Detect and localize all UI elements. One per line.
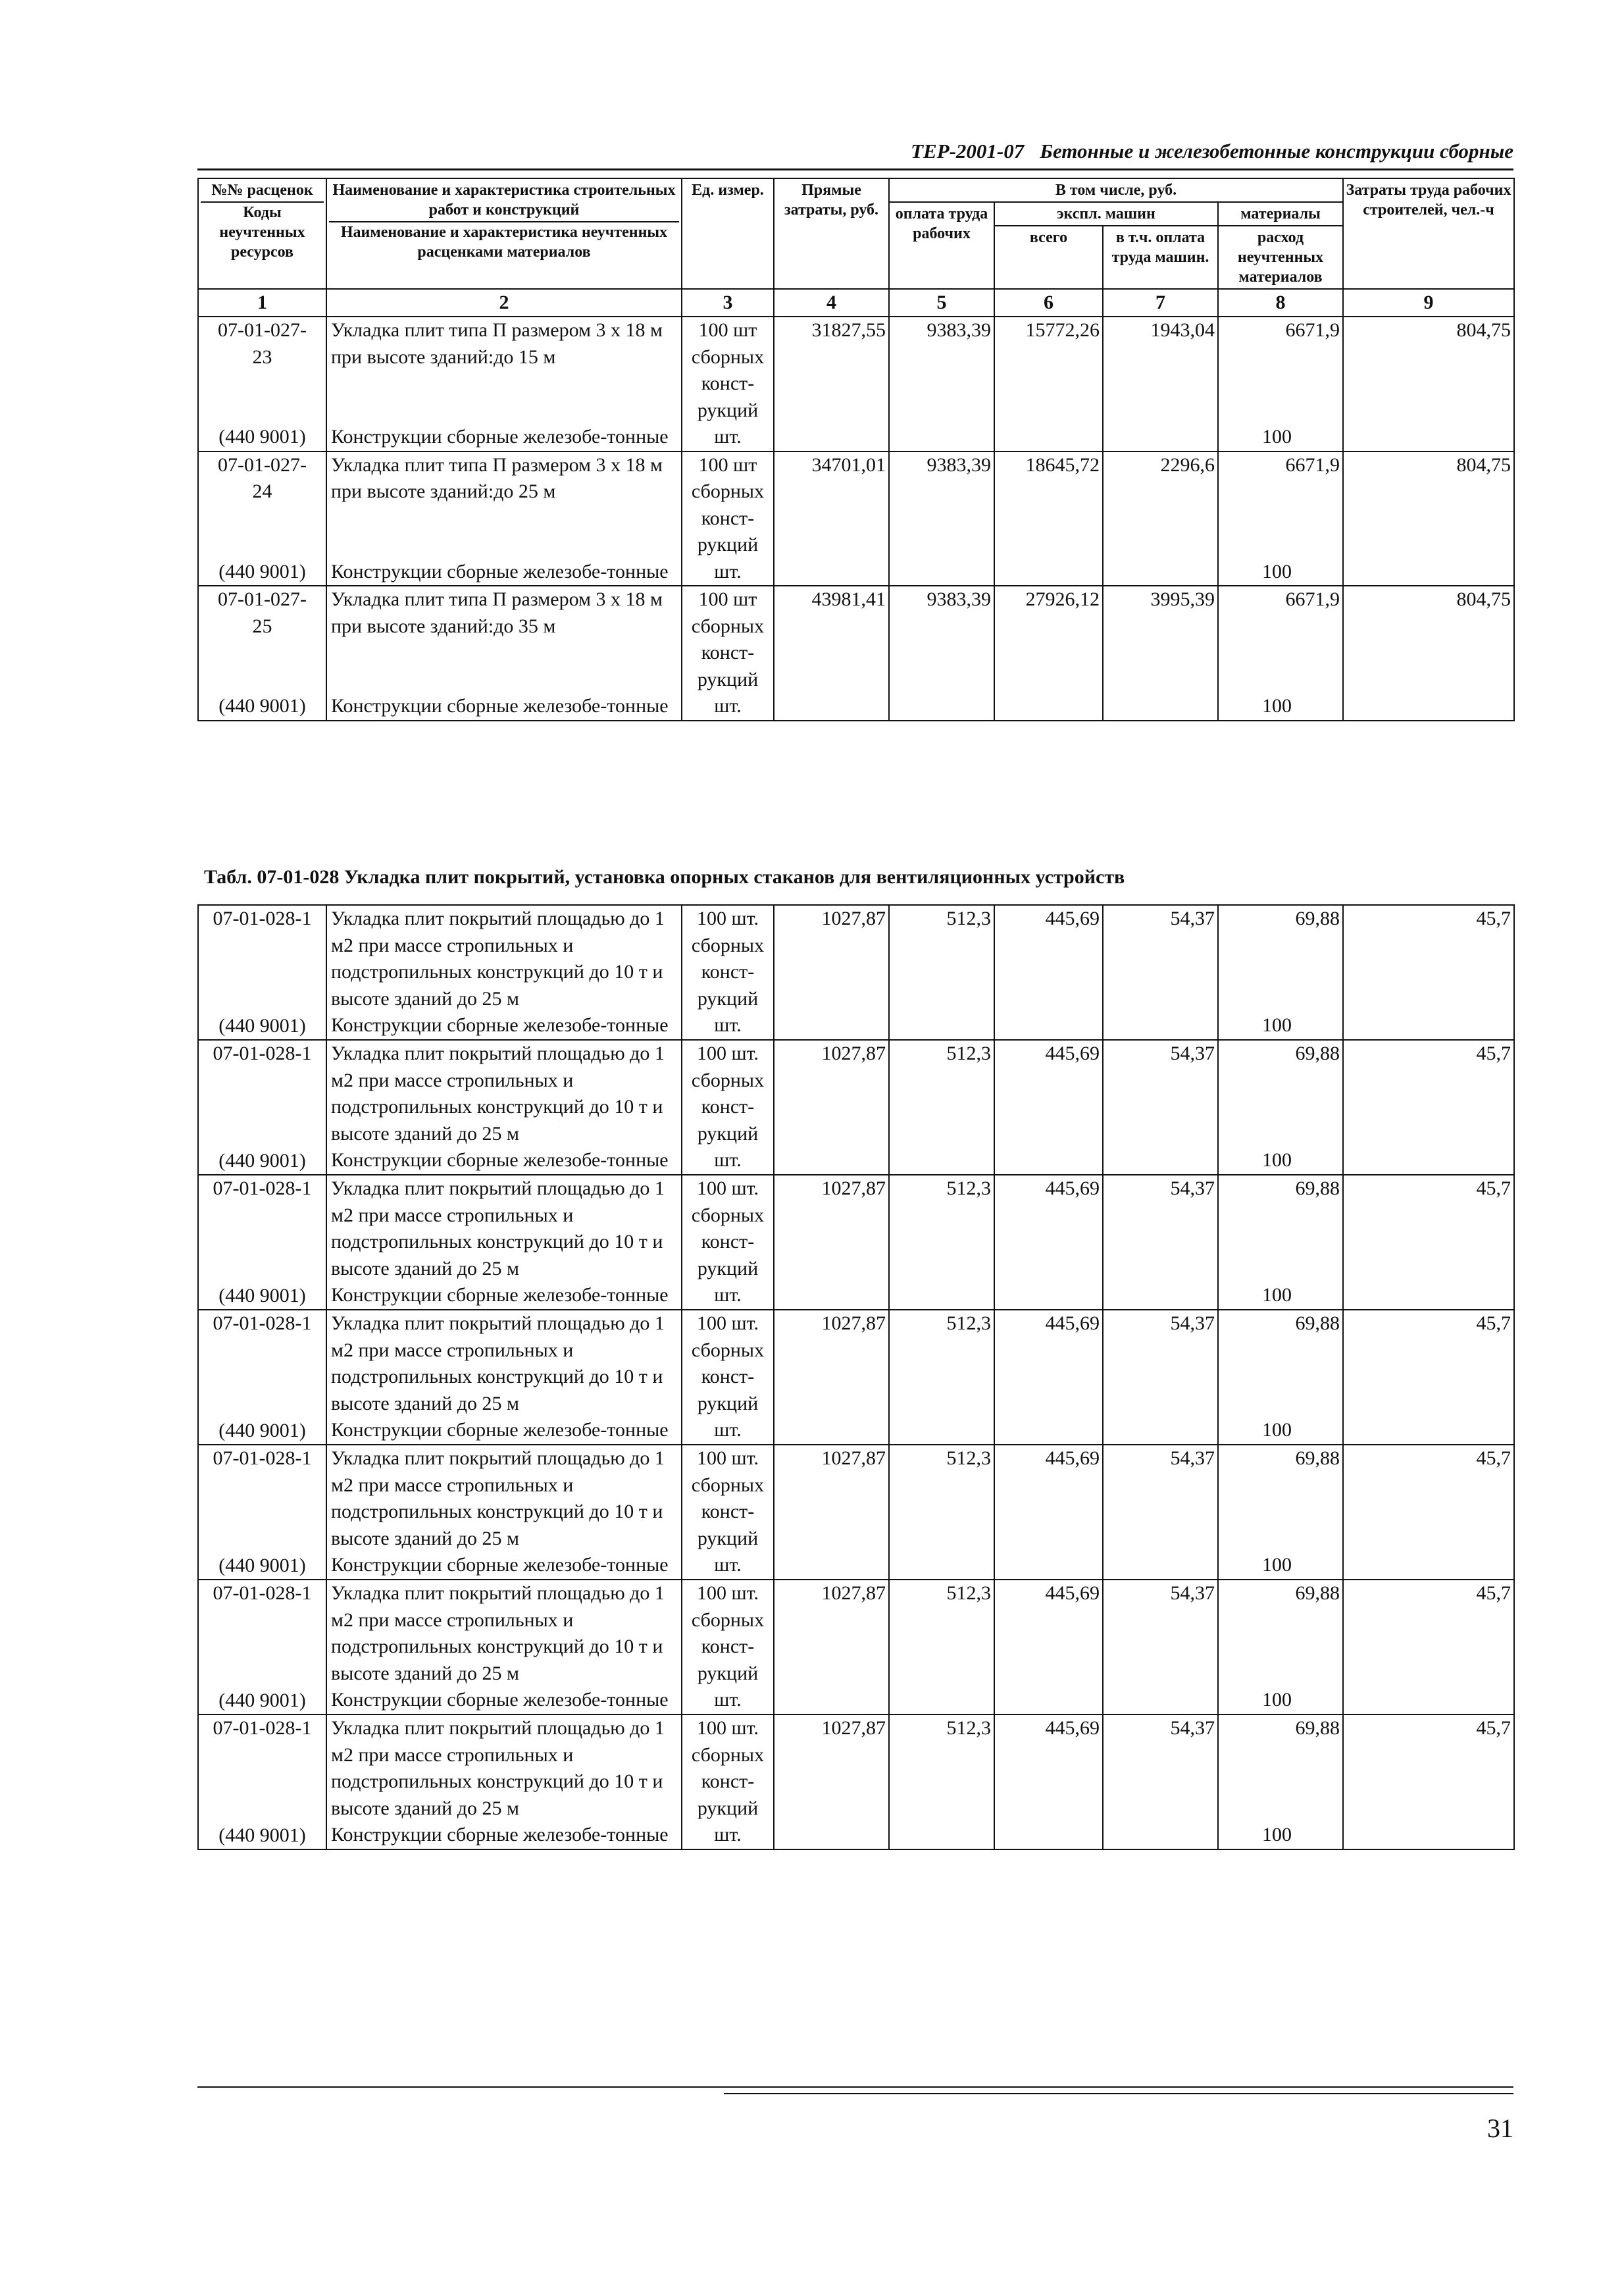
rate-code: 07-01-027- xyxy=(218,588,307,610)
materials-cell xyxy=(1218,586,1343,721)
resource-name: Конструкции сборные железобе-тонные xyxy=(331,1689,669,1711)
resource-qty: 100 xyxy=(1262,695,1292,717)
machines-total: 445,69 xyxy=(994,1445,1103,1580)
resource-code: (440 9001) xyxy=(218,1554,306,1576)
materials-cell xyxy=(1218,1175,1343,1310)
unit: 100 шт. сборных конст-рукций xyxy=(691,1043,765,1145)
machines-total: 445,69 xyxy=(994,1040,1103,1175)
work-name: Укладка плит покрытий площадью до 1 м2 при массе стропильных и подстропильных конструкций до 10 т и высоте зданий до 25 м xyxy=(331,1043,665,1145)
rates-table-2 xyxy=(197,904,1515,1850)
resource-name: Конструкции сборные железобе-тонные xyxy=(331,1284,669,1306)
machines-total: 27926,12 xyxy=(994,586,1103,721)
unit: 100 шт сборных конст-рукций xyxy=(691,453,765,555)
table-row xyxy=(198,1310,1514,1445)
resource-qty: 100 xyxy=(1262,560,1292,582)
rate-code-cell xyxy=(198,317,326,451)
resource-code: (440 9001) xyxy=(218,695,306,717)
wages: 512,3 xyxy=(889,905,994,1040)
rate-code-suffix: 25 xyxy=(252,615,272,637)
work-name-cell xyxy=(326,905,682,1040)
table-2-caption: Табл. 07-01-028 Укладка плит покрытий, установка опорных стаканов для вентиляционных устройств xyxy=(204,866,1125,888)
header-col-2-top: Наименование и характеристика строительных работ и конструкций xyxy=(329,180,679,222)
header-col-1 xyxy=(198,178,326,289)
table-1-body xyxy=(198,317,1514,721)
unit-cell xyxy=(682,317,774,451)
table-row xyxy=(198,586,1514,721)
machines-total: 445,69 xyxy=(994,1580,1103,1715)
unit: 100 шт сборных конст-рукций xyxy=(691,319,765,421)
materials-cell xyxy=(1218,1445,1343,1580)
header-col-2-bottom: Наименование и характеристика неучтенных расценками материалов xyxy=(340,224,668,261)
direct-costs: 1027,87 xyxy=(774,905,889,1040)
rate-code: 07-01-028-1 xyxy=(213,1312,312,1334)
rate-code-cell xyxy=(198,1175,326,1310)
direct-costs: 1027,87 xyxy=(774,1580,889,1715)
unit-cell xyxy=(682,586,774,721)
work-name-cell xyxy=(326,1175,682,1310)
resource-qty: 100 xyxy=(1262,1824,1292,1845)
work-name: Укладка плит покрытий площадью до 1 м2 при массе стропильных и подстропильных конструкций до 10 т и высоте зданий до 25 м xyxy=(331,1177,665,1279)
column-number: 2 xyxy=(326,289,682,317)
unit-cell xyxy=(682,1040,774,1175)
unit-cell xyxy=(682,451,774,586)
labor-cost: 45,7 xyxy=(1343,1445,1514,1580)
rate-code-suffix: 23 xyxy=(252,346,272,368)
rate-code-suffix: 24 xyxy=(252,480,272,502)
column-number: 5 xyxy=(889,289,994,317)
table-row xyxy=(198,905,1514,1040)
resource-name: Конструкции сборные железобе-тонные xyxy=(331,1149,669,1171)
header-rule xyxy=(197,168,1513,170)
resource-unit: шт. xyxy=(714,1149,742,1171)
machines-total: 445,69 xyxy=(994,905,1103,1040)
resource-qty: 100 xyxy=(1262,1689,1292,1711)
machines-wages: 54,37 xyxy=(1103,1175,1218,1310)
resource-name: Конструкции сборные железобе-тонные xyxy=(331,1014,669,1036)
table-row xyxy=(198,451,1514,586)
direct-costs: 1027,87 xyxy=(774,1445,889,1580)
resource-name: Конструкции сборные железобе-тонные xyxy=(331,1419,669,1441)
unit: 100 шт. сборных конст-рукций xyxy=(691,1582,765,1684)
header-col-8: расход неучтенных материалов xyxy=(1218,226,1343,289)
labor-cost: 804,75 xyxy=(1343,451,1514,586)
direct-costs: 43981,41 xyxy=(774,586,889,721)
work-name: Укладка плит покрытий площадью до 1 м2 при массе стропильных и подстропильных конструкций до 10 т и высоте зданий до 25 м xyxy=(331,1717,665,1819)
materials-cost: 69,88 xyxy=(1295,1043,1340,1064)
resource-unit: шт. xyxy=(714,1554,742,1576)
resource-code: (440 9001) xyxy=(218,426,306,448)
work-name-cell xyxy=(326,1580,682,1715)
column-number: 8 xyxy=(1218,289,1343,317)
rate-code: 07-01-028-1 xyxy=(213,1717,312,1739)
rate-code-cell xyxy=(198,1715,326,1849)
rate-code: 07-01-027- xyxy=(218,453,307,476)
rate-code-cell xyxy=(198,1580,326,1715)
column-number: 3 xyxy=(682,289,774,317)
machines-wages: 54,37 xyxy=(1103,1715,1218,1849)
unit: 100 шт. сборных конст-рукций xyxy=(691,908,765,1010)
materials-cost: 69,88 xyxy=(1295,1447,1340,1469)
rate-code-cell xyxy=(198,905,326,1040)
column-number: 9 xyxy=(1343,289,1514,317)
resource-code: (440 9001) xyxy=(218,1284,306,1306)
rate-code-cell xyxy=(198,451,326,586)
resource-unit: шт. xyxy=(714,1824,742,1845)
header-col-2 xyxy=(326,178,682,289)
direct-costs: 31827,55 xyxy=(774,317,889,451)
resource-name: Конструкции сборные железобе-тонные xyxy=(331,560,669,582)
machines-wages: 3995,39 xyxy=(1103,586,1218,721)
labor-cost: 804,75 xyxy=(1343,586,1514,721)
work-name-cell xyxy=(326,1040,682,1175)
column-numbers-row xyxy=(198,289,1514,317)
work-name: Укладка плит покрытий площадью до 1 м2 при массе стропильных и подстропильных конструкций до 10 т и высоте зданий до 25 м xyxy=(331,908,665,1010)
wages: 512,3 xyxy=(889,1310,994,1445)
machines-wages: 1943,04 xyxy=(1103,317,1218,451)
unit-cell xyxy=(682,905,774,1040)
resource-unit: шт. xyxy=(714,1689,742,1711)
resource-unit: шт. xyxy=(714,1014,742,1036)
column-number: 6 xyxy=(994,289,1103,317)
materials-cost: 69,88 xyxy=(1295,1177,1340,1199)
wages: 512,3 xyxy=(889,1715,994,1849)
labor-cost: 804,75 xyxy=(1343,317,1514,451)
labor-cost: 45,7 xyxy=(1343,1715,1514,1849)
header-col-7: в т.ч. оплата труда машин. xyxy=(1103,226,1218,289)
wages: 9383,39 xyxy=(889,317,994,451)
resource-unit: шт. xyxy=(714,695,742,717)
work-name: Укладка плит покрытий площадью до 1 м2 при массе стропильных и подстропильных конструкций до 10 т и высоте зданий до 25 м xyxy=(331,1582,665,1684)
work-name-cell xyxy=(326,451,682,586)
materials-cell xyxy=(1218,1040,1343,1175)
machines-wages: 2296,6 xyxy=(1103,451,1218,586)
direct-costs: 1027,87 xyxy=(774,1175,889,1310)
machines-total: 18645,72 xyxy=(994,451,1103,586)
resource-qty: 100 xyxy=(1262,426,1292,448)
header-machines: экспл. машин xyxy=(994,202,1218,226)
table-header xyxy=(198,178,1514,317)
table-row xyxy=(198,1175,1514,1310)
table-row xyxy=(198,1580,1514,1715)
unit: 100 шт. сборных конст-рукций xyxy=(691,1447,765,1549)
machines-total: 445,69 xyxy=(994,1715,1103,1849)
resource-name: Конструкции сборные железобе-тонные xyxy=(331,1824,669,1845)
materials-cell xyxy=(1218,905,1343,1040)
wages: 9383,39 xyxy=(889,586,994,721)
machines-total: 445,69 xyxy=(994,1175,1103,1310)
doc-title: Бетонные и железобетонные конструкции сборные xyxy=(1040,140,1513,163)
resource-qty: 100 xyxy=(1262,1419,1292,1441)
wages: 512,3 xyxy=(889,1580,994,1715)
materials-cost: 6671,9 xyxy=(1285,319,1340,341)
resource-name: Конструкции сборные железобе-тонные xyxy=(331,1554,669,1576)
rate-code: 07-01-027- xyxy=(218,319,307,341)
rate-code: 07-01-028-1 xyxy=(213,1043,312,1064)
unit-cell xyxy=(682,1445,774,1580)
wages: 512,3 xyxy=(889,1445,994,1580)
table-row xyxy=(198,1040,1514,1175)
resource-code: (440 9001) xyxy=(218,560,306,582)
work-name: Укладка плит покрытий площадью до 1 м2 при массе стропильных и подстропильных конструкций до 10 т и высоте зданий до 25 м xyxy=(331,1447,665,1549)
resource-qty: 100 xyxy=(1262,1284,1292,1306)
work-name: Укладка плит типа П размером 3 х 18 м при высоте зданий:до 35 м xyxy=(331,588,663,637)
direct-costs: 34701,01 xyxy=(774,451,889,586)
materials-cell xyxy=(1218,1310,1343,1445)
table-2-body xyxy=(198,905,1514,1849)
header-col-5: оплата труда рабочих xyxy=(889,202,994,289)
header-col-9: Затраты труда рабочих строителей, чел.-ч xyxy=(1343,178,1514,289)
materials-cost: 6671,9 xyxy=(1285,588,1340,610)
resource-name: Конструкции сборные железобе-тонные xyxy=(331,426,669,448)
table-row xyxy=(198,1445,1514,1580)
machines-wages: 54,37 xyxy=(1103,905,1218,1040)
materials-cell xyxy=(1218,1715,1343,1849)
resource-unit: шт. xyxy=(714,1419,742,1441)
work-name-cell xyxy=(326,586,682,721)
materials-cost: 6671,9 xyxy=(1285,453,1340,476)
work-name: Укладка плит типа П размером 3 х 18 м при высоте зданий:до 25 м xyxy=(331,453,663,502)
resource-code: (440 9001) xyxy=(218,1149,306,1172)
rates-table-1 xyxy=(197,178,1515,721)
work-name-cell xyxy=(326,317,682,451)
header-col-3: Ед. измер. xyxy=(682,178,774,289)
resource-unit: шт. xyxy=(714,560,742,582)
header-group: В том числе, руб. xyxy=(889,178,1343,202)
resource-code: (440 9001) xyxy=(218,1824,306,1846)
materials-cost: 69,88 xyxy=(1295,908,1340,929)
resource-name: Конструкции сборные железобе-тонные xyxy=(331,695,669,717)
direct-costs: 1027,87 xyxy=(774,1040,889,1175)
machines-wages: 54,37 xyxy=(1103,1445,1218,1580)
work-name-cell xyxy=(326,1445,682,1580)
resource-qty: 100 xyxy=(1262,1149,1292,1171)
labor-cost: 45,7 xyxy=(1343,1040,1514,1175)
unit: 100 шт. сборных конст-рукций xyxy=(691,1312,765,1414)
header-col-1-bottom: Коды неучтенных ресурсов xyxy=(219,204,305,261)
resource-code: (440 9001) xyxy=(218,1014,306,1037)
header-materials: материалы xyxy=(1218,202,1343,226)
unit-cell xyxy=(682,1175,774,1310)
labor-cost: 45,7 xyxy=(1343,905,1514,1040)
resource-code: (440 9001) xyxy=(218,1419,306,1441)
doc-code: ТЕР-2001-07 xyxy=(911,140,1025,163)
header-col-1-top: №№ расценок xyxy=(201,180,324,203)
unit-cell xyxy=(682,1310,774,1445)
machines-total: 15772,26 xyxy=(994,317,1103,451)
wages: 9383,39 xyxy=(889,451,994,586)
direct-costs: 1027,87 xyxy=(774,1715,889,1849)
labor-cost: 45,7 xyxy=(1343,1310,1514,1445)
footer-rule xyxy=(197,2086,1513,2088)
resource-qty: 100 xyxy=(1262,1014,1292,1036)
resource-unit: шт. xyxy=(714,1284,742,1306)
labor-cost: 45,7 xyxy=(1343,1580,1514,1715)
table-row xyxy=(198,1715,1514,1849)
materials-cost: 69,88 xyxy=(1295,1582,1340,1604)
work-name: Укладка плит покрытий площадью до 1 м2 при массе стропильных и подстропильных конструкций до 10 т и высоте зданий до 25 м xyxy=(331,1312,665,1414)
header-col-4: Прямые затраты, руб. xyxy=(774,178,889,289)
materials-cell xyxy=(1218,451,1343,586)
rate-code-cell xyxy=(198,1445,326,1580)
unit-cell xyxy=(682,1580,774,1715)
work-name: Укладка плит типа П размером 3 х 18 м при высоте зданий:до 15 м xyxy=(331,319,663,368)
resource-code: (440 9001) xyxy=(218,1689,306,1711)
work-name-cell xyxy=(326,1310,682,1445)
rate-code-cell xyxy=(198,586,326,721)
unit: 100 шт сборных конст-рукций xyxy=(691,588,765,690)
rate-code-cell xyxy=(198,1040,326,1175)
rate-code: 07-01-028-1 xyxy=(213,908,312,929)
unit: 100 шт. сборных конст-рукций xyxy=(691,1717,765,1819)
materials-cell xyxy=(1218,317,1343,451)
table-row xyxy=(198,317,1514,451)
machines-wages: 54,37 xyxy=(1103,1040,1218,1175)
wages: 512,3 xyxy=(889,1175,994,1310)
materials-cost: 69,88 xyxy=(1295,1717,1340,1739)
unit-cell xyxy=(682,1715,774,1849)
resource-unit: шт. xyxy=(714,426,742,448)
column-number: 4 xyxy=(774,289,889,317)
resource-qty: 100 xyxy=(1262,1554,1292,1576)
footer-rule-short xyxy=(724,2093,1513,2094)
machines-wages: 54,37 xyxy=(1103,1580,1218,1715)
page-number: 31 xyxy=(1487,2113,1513,2143)
column-number: 1 xyxy=(198,289,326,317)
column-number: 7 xyxy=(1103,289,1218,317)
page-header xyxy=(809,140,1513,163)
rate-code: 07-01-028-1 xyxy=(213,1447,312,1469)
machines-wages: 54,37 xyxy=(1103,1310,1218,1445)
rate-code: 07-01-028-1 xyxy=(213,1582,312,1604)
materials-cost: 69,88 xyxy=(1295,1312,1340,1334)
header-col-6: всего xyxy=(994,226,1103,289)
work-name-cell xyxy=(326,1715,682,1849)
rate-code-cell xyxy=(198,1310,326,1445)
rate-code: 07-01-028-1 xyxy=(213,1177,312,1199)
direct-costs: 1027,87 xyxy=(774,1310,889,1445)
materials-cell xyxy=(1218,1580,1343,1715)
labor-cost: 45,7 xyxy=(1343,1175,1514,1310)
machines-total: 445,69 xyxy=(994,1310,1103,1445)
wages: 512,3 xyxy=(889,1040,994,1175)
unit: 100 шт. сборных конст-рукций xyxy=(691,1177,765,1279)
